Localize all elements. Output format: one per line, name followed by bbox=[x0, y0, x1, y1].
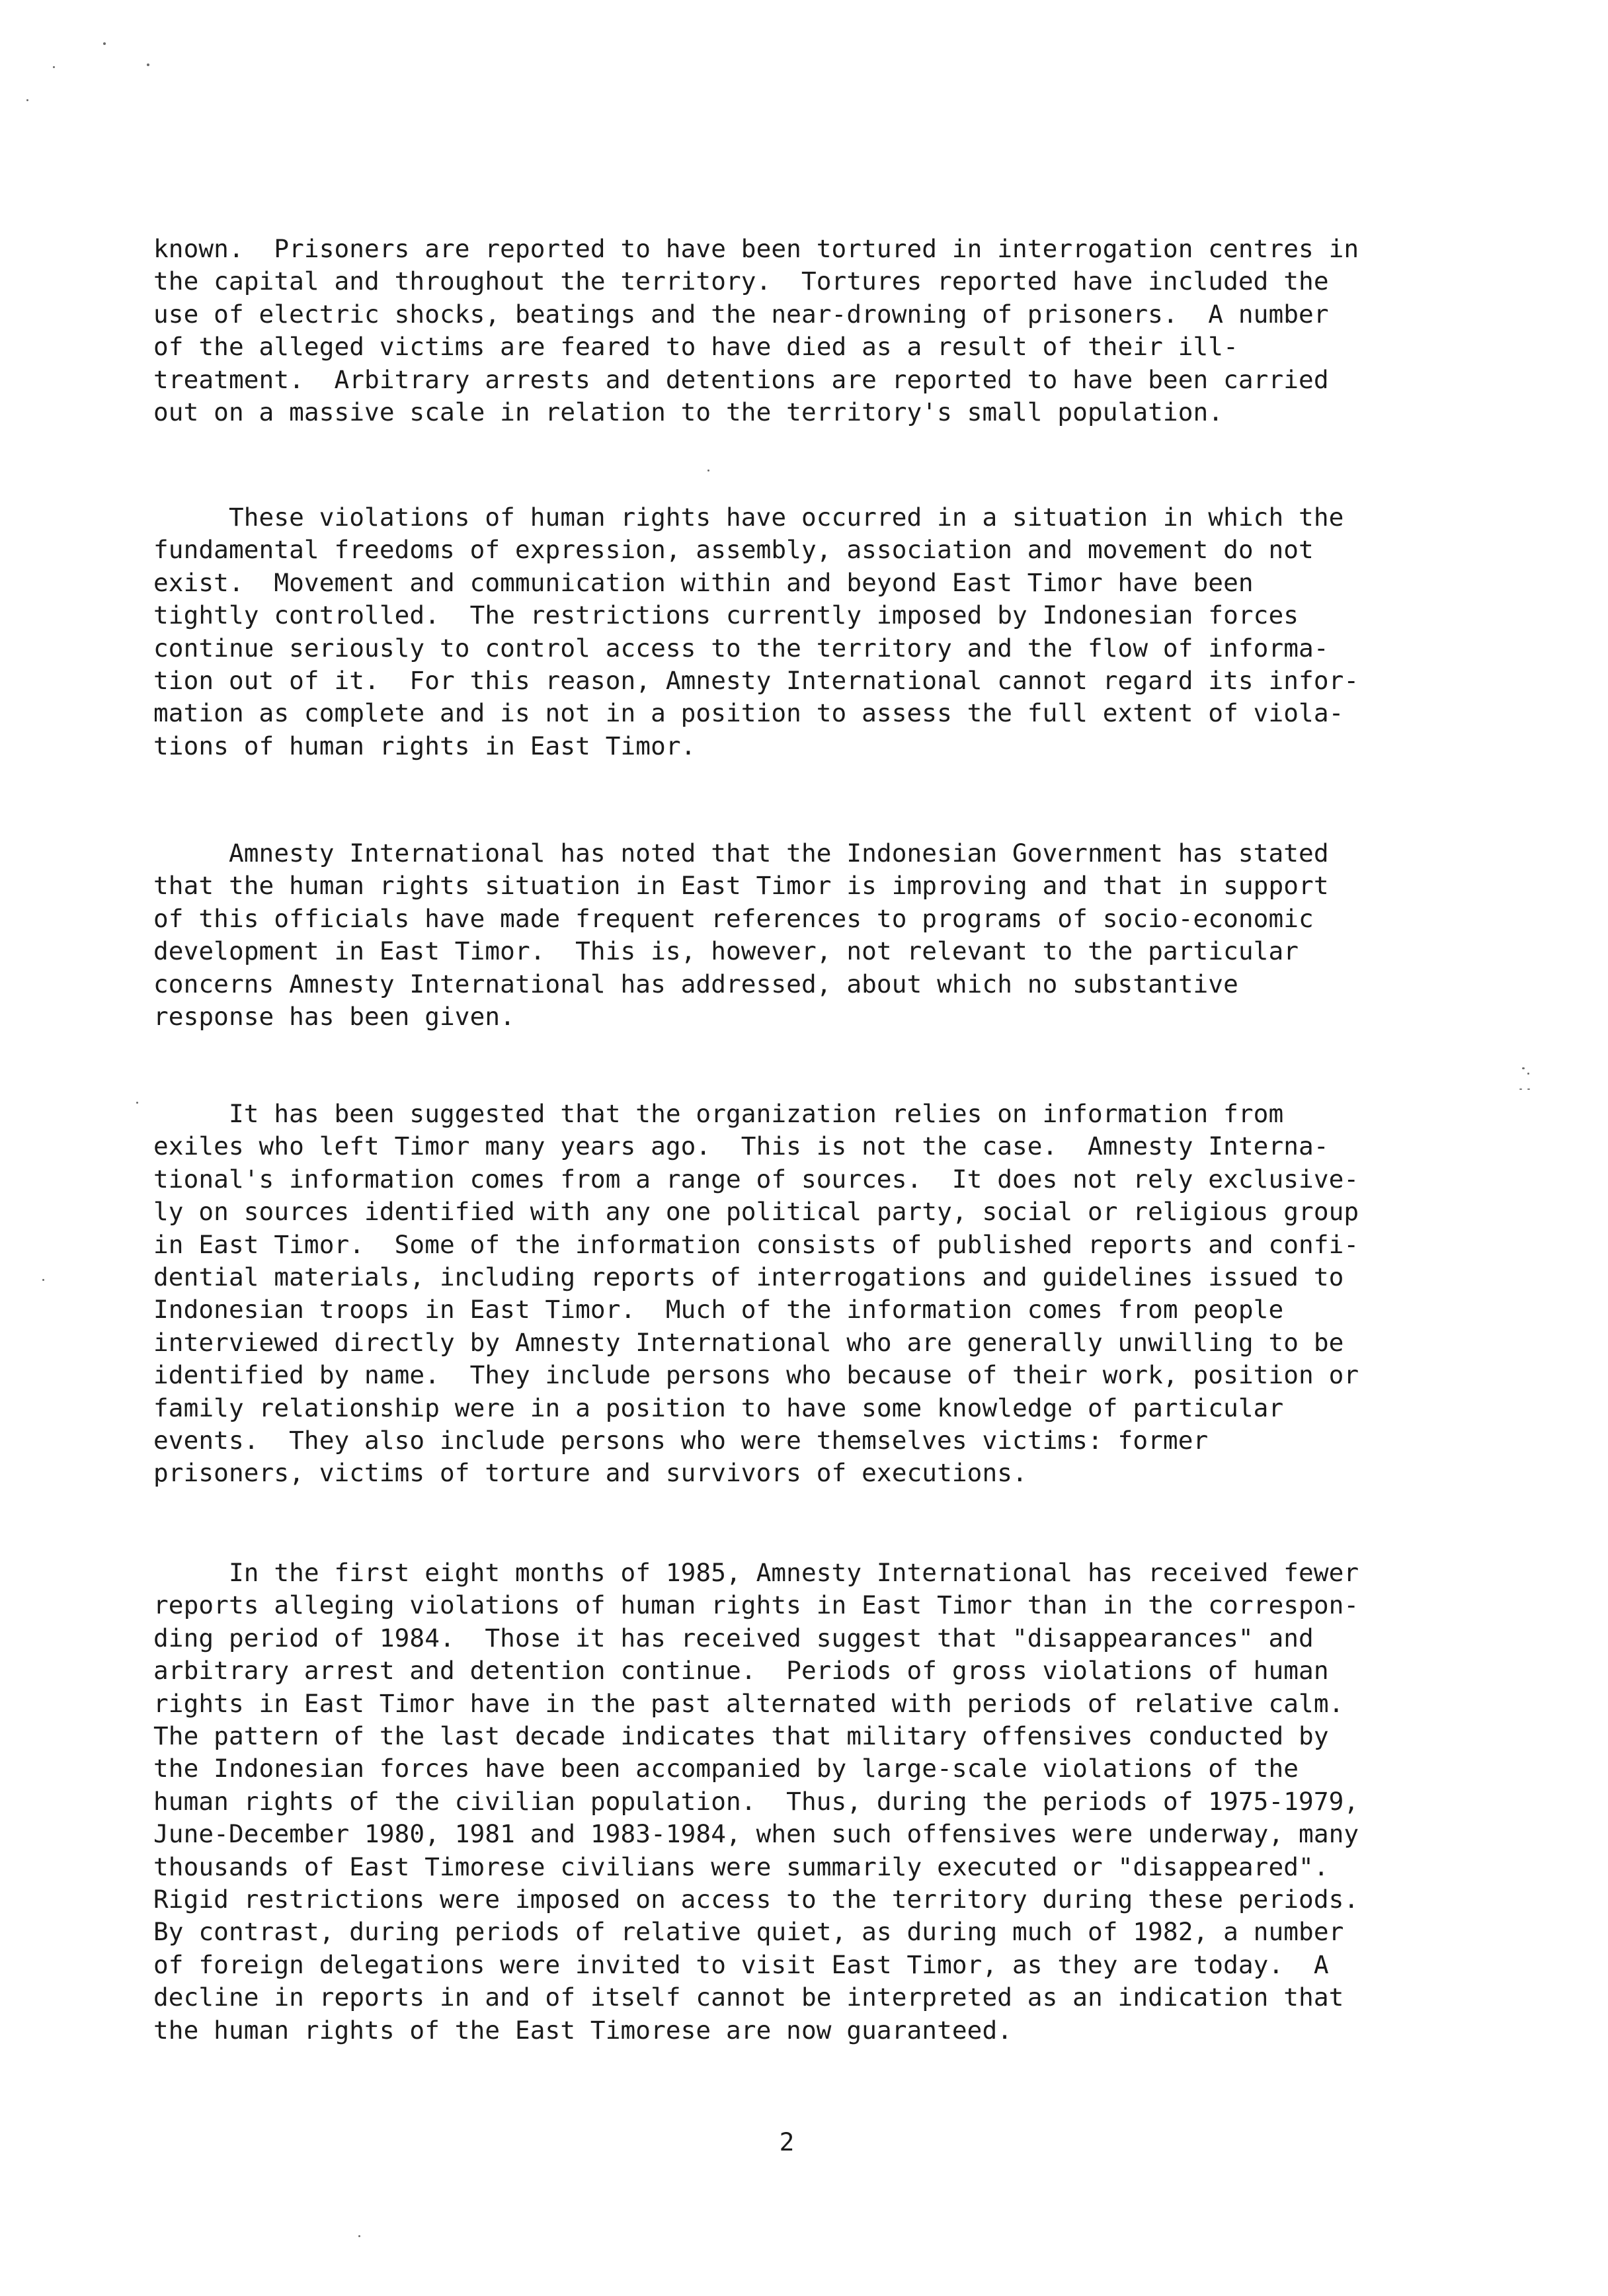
scan-speck bbox=[42, 1279, 44, 1281]
paragraph-5 bbox=[153, 1557, 1482, 2047]
text-line: arbitrary arrest and detention continue. Periods of gross violations of human bbox=[153, 1656, 1329, 1686]
text-line: dential materials, including reports of interrogations and guidelines issued to bbox=[153, 1262, 1344, 1292]
text-line: concerns Amnesty International has addressed, about which no substantive bbox=[153, 969, 1238, 999]
text-line: tional's information comes from a range of sources. It does not rely exclusive- bbox=[153, 1164, 1359, 1194]
text-line: of this officials have made frequent references to programs of socio-economic bbox=[153, 903, 1314, 933]
text-line: fundamental freedoms of expression, assembly, association and movement do not bbox=[153, 535, 1314, 565]
text-line: tion out of it. For this reason, Amnesty International cannot regard its infor- bbox=[153, 666, 1359, 696]
paragraph-2 bbox=[153, 501, 1482, 762]
text-line: that the human rights situation in East Timor is improving and that in support bbox=[153, 871, 1329, 901]
text-line: tightly controlled. The restrictions currently imposed by Indonesian forces bbox=[153, 600, 1299, 630]
scan-speck bbox=[707, 470, 709, 472]
text-line: exist. Movement and communication within and beyond East Timor have been bbox=[153, 567, 1254, 597]
scan-speck bbox=[26, 99, 28, 101]
text-line: known. Prisoners are reported to have been tortured in interrogation centres in bbox=[153, 234, 1359, 263]
text-line: rights in East Timor have in the past alternated with periods of relative calm. bbox=[153, 1688, 1344, 1718]
text-line: development in East Timor. This is, however, not relevant to the particular bbox=[153, 936, 1299, 966]
text-line: human rights of the civilian population. Thus, during the periods of 1975-1979, bbox=[153, 1786, 1359, 1816]
text-line: ding period of 1984. Those it has received suggest that "disappearances" and bbox=[153, 1623, 1314, 1653]
text-line: events. They also include persons who were themselves victims: former bbox=[153, 1426, 1209, 1456]
scan-speck bbox=[103, 42, 106, 45]
text-line: of the alleged victims are feared to have died as a result of their ill- bbox=[153, 332, 1238, 362]
text-line: These violations of human rights have occurred in a situation in which the bbox=[153, 503, 1344, 532]
text-line: continue seriously to control access to the territory and the flow of informa- bbox=[153, 633, 1329, 663]
text-line: family relationship were in a position to have some knowledge of particular bbox=[153, 1393, 1284, 1422]
text-line: In the first eight months of 1985, Amnesty International has received fewer bbox=[153, 1558, 1359, 1587]
text-line: It has been suggested that the organization relies on information from bbox=[153, 1099, 1284, 1128]
page-number: 2 bbox=[779, 2127, 795, 2156]
scan-speck bbox=[358, 2235, 360, 2237]
text-line: decline in reports in and of itself cannot be interpreted as an indication that bbox=[153, 1983, 1344, 2012]
text-line: reports alleging violations of human rights in East Timor than in the correspon- bbox=[153, 1590, 1359, 1620]
text-line: the capital and throughout the territory. Tortures reported have included the bbox=[153, 266, 1329, 296]
text-line: response has been given. bbox=[153, 1002, 515, 1032]
text-line: mation as complete and is not in a position to assess the full extent of viola- bbox=[153, 698, 1344, 728]
text-line: use of electric shocks, beatings and the near-drowning of prisoners. A number bbox=[153, 299, 1329, 329]
text-line: ly on sources identified with any one political party, social or religious group bbox=[153, 1197, 1359, 1227]
text-line: Rigid restrictions were imposed on access to the territory during these periods. bbox=[153, 1885, 1359, 1914]
text-line: out on a massive scale in relation to the territory's small population. bbox=[153, 397, 1224, 427]
scan-speck bbox=[147, 63, 149, 66]
scan-speck bbox=[1527, 1088, 1530, 1090]
text-line: The pattern of the last decade indicates that military offensives conducted by bbox=[153, 1721, 1329, 1751]
scan-speck bbox=[1519, 1088, 1522, 1090]
scan-speck bbox=[136, 1102, 138, 1104]
text-line: of foreign delegations were invited to visit East Timor, as they are today. A bbox=[153, 1949, 1329, 1979]
text-line: prisoners, victims of torture and survivors of executions. bbox=[153, 1458, 1027, 1488]
text-line: identified by name. They include persons who because of their work, position or bbox=[153, 1360, 1359, 1390]
text-line: thousands of East Timorese civilians were summarily executed or "disappeared". bbox=[153, 1852, 1329, 1881]
scan-speck bbox=[53, 66, 55, 68]
text-line: Amnesty International has noted that the Indonesian Government has stated bbox=[153, 839, 1329, 868]
text-line: By contrast, during periods of relative quiet, as during much of 1982, a number bbox=[153, 1917, 1344, 1947]
paragraph-4 bbox=[153, 1098, 1482, 1490]
text-line: Indonesian troops in East Timor. Much of the information comes from people bbox=[153, 1295, 1284, 1325]
scan-speck bbox=[1527, 1073, 1529, 1075]
text-line: in East Timor. Some of the information consists of published reports and confi- bbox=[153, 1229, 1359, 1259]
paragraph-3 bbox=[153, 837, 1482, 1033]
paragraph-1 bbox=[153, 233, 1482, 429]
text-line: tions of human rights in East Timor. bbox=[153, 731, 696, 760]
text-line: the human rights of the East Timorese are now guaranteed. bbox=[153, 2015, 1013, 2045]
text-line: June-December 1980, 1981 and 1983-1984, when such offensives were underway, many bbox=[153, 1819, 1359, 1849]
text-line: interviewed directly by Amnesty International who are generally unwilling to be bbox=[153, 1327, 1344, 1357]
text-line: exiles who left Timor many years ago. This is not the case. Amnesty Interna- bbox=[153, 1131, 1329, 1161]
text-line: treatment. Arbitrary arrests and detentions are reported to have been carried bbox=[153, 364, 1329, 394]
text-line: the Indonesian forces have been accompanied by large-scale violations of the bbox=[153, 1754, 1299, 1784]
scan-speck bbox=[1522, 1067, 1525, 1069]
